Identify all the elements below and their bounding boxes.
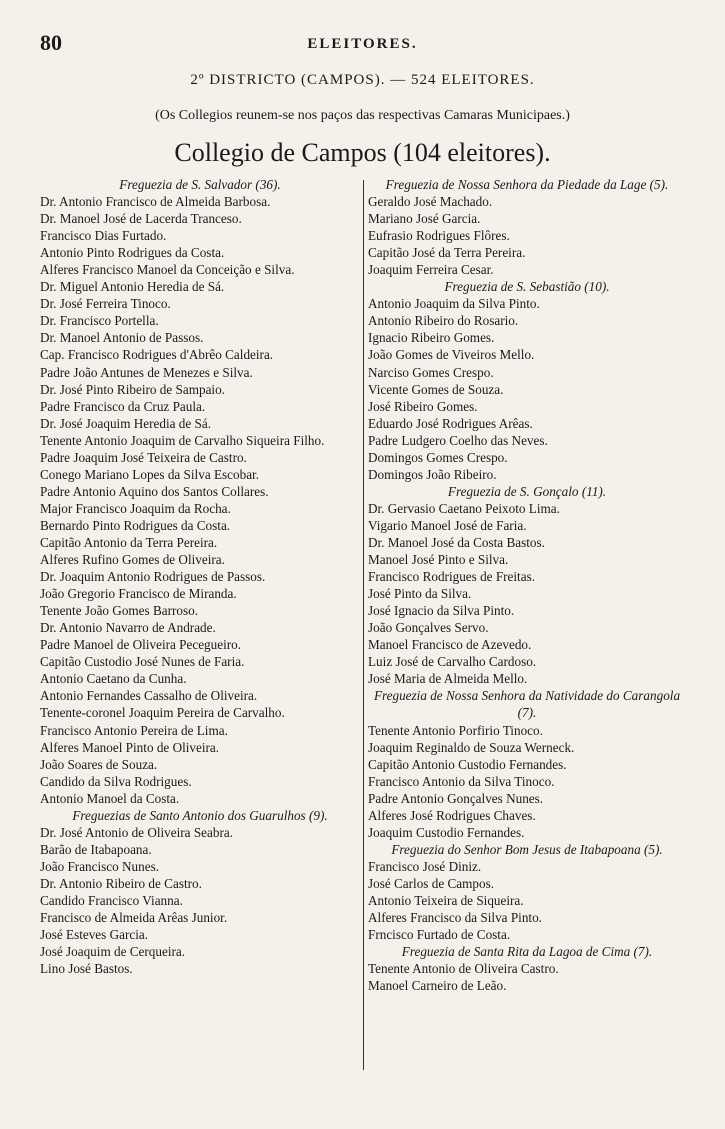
elector-entry: Dr. Manoel José de Lacerda Tranceso. — [40, 211, 242, 227]
elector-entry: João Gregorio Francisco de Miranda. — [40, 586, 237, 602]
elector-entry: João Gomes de Viveiros Mello. — [368, 347, 535, 363]
elector-entry: Luiz José de Carvalho Cardoso. — [368, 654, 537, 670]
elector-entry: Padre Manoel de Oliveira Pecegueiro. — [40, 637, 242, 653]
elector-entry: Joaquim Reginaldo de Souza Werneck. — [368, 739, 575, 755]
elector-entry: Candido Francisco Vianna. — [40, 892, 183, 908]
elector-entry: Padre Antonio Gonçalves Nunes. — [368, 790, 544, 806]
elector-entry: Eufrasio Rodrigues Flôres. — [368, 228, 510, 244]
elector-entry: Capitão Antonio Custodio Fernandes. — [368, 756, 567, 772]
elector-entry: José Ribeiro Gomes. — [368, 398, 478, 414]
elector-entry: Manoel Carneiro de Leão. — [368, 978, 507, 994]
elector-entry: Alferes Francisco da Silva Pinto. — [368, 910, 542, 926]
elector-entry: Antonio Pinto Rodrigues da Costa. — [40, 245, 225, 261]
elector-entry: Dr. José Antonio de Oliveira Seabra. — [40, 824, 234, 840]
elector-entry: Antonio Caetano da Cunha. — [40, 671, 187, 687]
parish-heading: Freguezia do Senhor Bom Jesus de Itabapoana (5). — [391, 841, 663, 857]
elector-entry: Manoel Francisco de Azevedo. — [368, 637, 532, 653]
parish-heading: Freguezia de S. Salvador (36). — [119, 177, 281, 192]
elector-entry: Dr. Antonio Navarro de Andrade. — [40, 620, 216, 636]
parish-heading: Freguezia de Nossa Senhora da Piedade da Lage (5). — [385, 177, 669, 192]
elector-entry: Antonio Teixeira de Siqueira. — [368, 892, 524, 908]
meeting-note: (Os Collegios reunem-se nos paços das respectivas Camaras Municipaes.) — [155, 108, 570, 123]
parish-heading: Freguezia de S. Sebastião (10). — [444, 279, 610, 295]
elector-entry: Capitão Antonio da Terra Pereira. — [40, 534, 218, 550]
elector-entry: José Carlos de Campos. — [368, 875, 495, 891]
elector-entry: Dr. José Ferreira Tinoco. — [40, 296, 171, 312]
district-heading: 2º DISTRICTO (CAMPOS). — 524 ELEITORES. — [190, 72, 535, 88]
right-column — [368, 176, 686, 994]
elector-entry: Lino José Bastos. — [40, 961, 133, 977]
elector-entry: Alferes Francisco Manoel da Conceição e Silva. — [40, 262, 295, 278]
elector-entry: João Francisco Nunes. — [40, 858, 160, 874]
elector-entry: Alferes Rufino Gomes de Oliveira. — [40, 552, 225, 568]
elector-entry: Antonio Ribeiro do Rosario. — [368, 313, 519, 329]
column-divider — [363, 180, 364, 1070]
elector-entry: Padre Antonio Aquino dos Santos Collares. — [40, 483, 269, 499]
elector-entry: Padre Francisco da Cruz Paula. — [40, 398, 206, 414]
elector-entry: Dr. Manoel José da Costa Bastos. — [368, 534, 545, 550]
elector-entry: Antonio Manoel da Costa. — [40, 790, 180, 806]
elector-entry: João Gonçalves Servo. — [368, 620, 489, 636]
elector-entry: Ignacio Ribeiro Gomes. — [368, 330, 495, 346]
elector-entry: Dr. Joaquim Antonio Rodrigues de Passos. — [40, 569, 266, 585]
elector-entry: José Maria de Almeida Mello. — [368, 671, 528, 687]
elector-entry: Eduardo José Rodrigues Arêas. — [368, 415, 533, 431]
elector-entry: Tenente Antonio Joaquim de Carvalho Siqueira Filho. — [40, 432, 325, 448]
elector-entry: Dr. Antonio Francisco de Almeida Barbosa. — [40, 194, 271, 210]
elector-entry: Francisco Dias Furtado. — [40, 228, 167, 244]
elector-entry: Francisco Antonio da Silva Tinoco. — [368, 773, 555, 789]
elector-entry: Padre Joaquim José Teixeira de Castro. — [40, 449, 247, 465]
elector-entry: Padre João Antunes de Menezes e Silva. — [40, 364, 253, 380]
elector-entry: Conego Mariano Lopes da Silva Escobar. — [40, 466, 260, 482]
elector-entry: Barão de Itabapoana. — [40, 841, 152, 857]
elector-entry: Candido da Silva Rodrigues. — [40, 773, 192, 789]
elector-entry: Alferes José Rodrigues Chaves. — [368, 807, 536, 823]
elector-entry: José Esteves Garcia. — [40, 927, 149, 943]
elector-entry: Tenente Antonio de Oliveira Castro. — [368, 961, 559, 977]
page-number: 80 — [40, 30, 62, 55]
elector-entry: José Ignacio da Silva Pinto. — [368, 603, 515, 619]
elector-entry: Vigario Manoel José de Faria. — [368, 517, 527, 533]
running-head: ELEITORES. — [307, 36, 418, 52]
elector-entry: José Joaquim de Cerqueira. — [40, 944, 186, 960]
elector-entry: Dr. Gervasio Caetano Peixoto Lima. — [368, 500, 560, 516]
elector-entry: Manoel José Pinto e Silva. — [368, 552, 509, 568]
elector-entry: Capitão José da Terra Pereira. — [368, 245, 526, 261]
elector-entry: Dr. José Pinto Ribeiro de Sampaio. — [40, 381, 225, 397]
elector-entry: Alferes Manoel Pinto de Oliveira. — [40, 739, 220, 755]
college-title: Collegio de Campos (104 eleitores). — [174, 138, 551, 167]
elector-entry: Geraldo José Machado. — [368, 194, 493, 210]
elector-entry: Joaquim Ferreira Cesar. — [368, 262, 494, 278]
elector-entry: Tenente Antonio Porfirio Tinoco. — [368, 722, 543, 738]
elector-entry: Tenente-coronel Joaquim Pereira de Carvalho. — [40, 705, 285, 721]
elector-entry: Mariano José Garcia. — [368, 211, 481, 227]
elector-entry: Cap. Francisco Rodrigues d'Abrêo Caldeira. — [40, 347, 274, 363]
elector-entry: Francisco Rodrigues de Freitas. — [368, 569, 536, 585]
elector-entry: Vicente Gomes de Souza. — [368, 381, 504, 397]
left-column — [40, 176, 360, 977]
elector-entry: Joaquim Custodio Fernandes. — [368, 824, 525, 840]
elector-entry: Antonio Joaquim da Silva Pinto. — [368, 296, 540, 312]
elector-entry: Francisco Antonio Pereira de Lima. — [40, 722, 228, 738]
elector-entry: Dr. José Joaquim Heredia de Sá. — [40, 415, 212, 431]
elector-entry: Capitão Custodio José Nunes de Faria. — [40, 654, 245, 670]
parish-heading: Freguezia de Santa Rita da Lagoa de Cima (7). — [401, 944, 653, 960]
elector-entry: Domingos João Ribeiro. — [368, 466, 497, 482]
elector-entry: João Soares de Souza. — [40, 756, 158, 772]
elector-entry: Bernardo Pinto Rodrigues da Costa. — [40, 517, 231, 533]
elector-entry: Domingos Gomes Crespo. — [368, 449, 508, 465]
parish-heading: Freguezia de S. Gonçalo (11). — [447, 483, 607, 499]
elector-entry: Dr. Miguel Antonio Heredia de Sá. — [40, 279, 225, 295]
elector-entry: Dr. Manoel Antonio de Passos. — [40, 330, 204, 346]
elector-entry: José Pinto da Silva. — [368, 586, 472, 602]
elector-entry: Frncisco Furtado de Costa. — [368, 927, 511, 943]
elector-entry: Padre Ludgero Coelho das Neves. — [368, 432, 548, 448]
elector-entry: Antonio Fernandes Cassalho de Oliveira. — [40, 688, 258, 704]
elector-entry: Tenente João Gomes Barroso. — [40, 603, 199, 619]
elector-entry: Dr. Francisco Portella. — [40, 313, 159, 329]
elector-entry: Francisco José Diniz. — [368, 858, 482, 874]
elector-entry: Narciso Gomes Crespo. — [368, 364, 494, 380]
elector-entry: Francisco de Almeida Arêas Junior. — [40, 910, 228, 926]
elector-entry: Dr. Antonio Ribeiro de Castro. — [40, 875, 202, 891]
elector-entry: Major Francisco Joaquim da Rocha. — [40, 500, 231, 516]
parish-heading: Freguezias de Santo Antonio dos Guarulhos (9). — [72, 807, 328, 823]
parish-heading: Freguezia de Nossa Senhora da Natividade do Carangola (7). — [373, 688, 681, 721]
